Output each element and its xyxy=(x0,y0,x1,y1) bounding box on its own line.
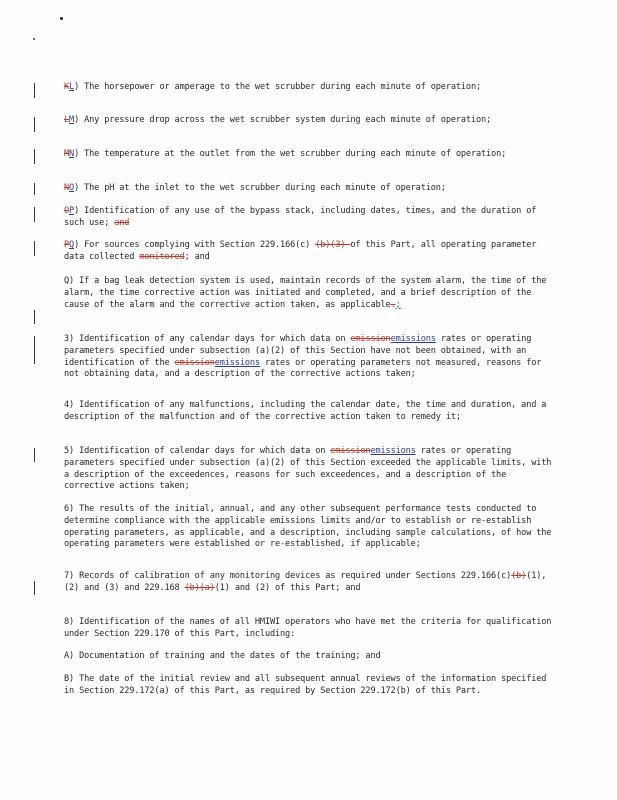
paragraph-text: ) For sources complying with Section 229.166(c) xyxy=(74,240,316,250)
paragraph-text: rates or operating parameters specified under subsection (a)(2) of this Section have not been obtained, with an identification of the xyxy=(64,334,532,368)
inserted-text: emissions xyxy=(214,357,260,368)
deleted-text: L xyxy=(64,115,70,125)
paragraph-text: B) The date of the initial review and all subsequent annual reviews of the information specified in Section 229.172(a) of this Part, as required by Section 229.172(b) of this Part. xyxy=(64,674,547,696)
deleted-text: (b)(a) xyxy=(184,582,215,593)
deleted-text: and xyxy=(114,217,130,228)
deleted-text: monitored xyxy=(139,251,185,262)
inserted-text: emissions xyxy=(390,334,436,344)
paragraph-text: A) Documentation of training and the dates of the training; and xyxy=(64,651,381,661)
inserted-text: O xyxy=(69,183,75,193)
deleted-text: emission xyxy=(350,334,391,344)
paragraph-text: 3) Identification of any calendar days for which data on xyxy=(64,334,351,344)
deleted-text: N xyxy=(64,183,70,193)
inserted-text: L xyxy=(69,82,75,92)
deleted-text: M xyxy=(64,149,70,159)
deleted-text: P xyxy=(64,240,70,250)
paragraph-text: ) The pH at the inlet to the wet scrubber during each minute of operation; xyxy=(74,183,446,193)
paragraph xyxy=(64,651,554,663)
paragraph-text: rates or operating parameters specified under subsection (a)(2) of this Section exceeded the applicable limits, with a description of the exceedences, reasons for such exceedences, and a description of the corrective actions taken; xyxy=(64,446,552,492)
revision-bar xyxy=(34,241,35,256)
paragraph xyxy=(64,504,554,551)
paragraph-text: ; and xyxy=(184,251,210,262)
deleted-text: (b)(3) xyxy=(315,240,351,250)
revision-bar xyxy=(34,117,35,132)
paragraph-text: ) The temperature at the outlet from the wet scrubber during each minute of operation; xyxy=(74,149,507,159)
inserted-text: emissions xyxy=(370,446,416,456)
paragraph xyxy=(64,276,554,311)
paragraph-text: 4) Identification of any malfunctions, including the calendar date, the time and duration, and a description of the malfunction and of the corrective action taken to remedy it; xyxy=(64,400,547,422)
paragraph xyxy=(64,149,554,161)
deleted-text: emission xyxy=(174,357,215,368)
paragraph-text: ) The horsepower or amperage to the wet scrubber during each minute of operation; xyxy=(74,82,481,92)
paragraph-text: 8) Identification of the names of all HMIWI operators who have met the criteria for qualification under Section 229.170 of this Part, including: xyxy=(64,617,552,639)
inserted-text: M xyxy=(69,115,75,125)
deleted-text: O xyxy=(64,206,70,216)
deleted-text: (b) xyxy=(511,571,527,581)
inserted-text: P xyxy=(69,206,75,216)
paragraph xyxy=(64,446,554,493)
paragraph xyxy=(64,400,554,424)
inserted-text: N xyxy=(69,149,75,159)
paragraph-text: rates or operating parameters not measured, reasons for not obtaining data, and a description of the corrective actions taken; xyxy=(64,357,542,380)
inserted-text: ; xyxy=(395,299,401,310)
revision-bar xyxy=(34,149,35,164)
paragraph xyxy=(64,571,554,595)
paragraph-text: of this Part, all operating parameter data collected xyxy=(64,240,537,262)
paragraph-text: (1) and (2) of this Part; and xyxy=(214,582,361,593)
revision-bar xyxy=(34,336,35,364)
revision-bar xyxy=(34,448,35,462)
revision-bar xyxy=(34,83,35,98)
revision-bar xyxy=(34,310,35,324)
revision-bar xyxy=(34,183,35,195)
paragraph xyxy=(64,617,554,641)
deleted-text: K xyxy=(64,82,70,92)
paragraph xyxy=(64,240,554,264)
inserted-text: Q xyxy=(69,240,75,250)
revision-bar xyxy=(34,207,35,222)
deleted-text: . xyxy=(390,299,396,310)
paragraph xyxy=(64,82,554,94)
scan-speck xyxy=(60,17,63,20)
paragraph xyxy=(64,115,554,127)
paragraph xyxy=(64,674,554,698)
paragraph-text: 6) The results of the initial, annual, and any other subsequent performance tests conducted to determine compliance with the applicable emissions limits and/or to establish or re-establish operating parameters, as applicable, and a description, including sample calculations, of how the operating parameters were established or re-established, if applicable; xyxy=(64,504,552,550)
paragraph-text: ) Identification of any use of the bypass stack, including dates, times, and the duration of such use; xyxy=(64,206,537,228)
deleted-text: emission xyxy=(330,446,371,456)
paragraph-text: 5) Identification of calendar days for which data on xyxy=(64,446,331,456)
revision-bar xyxy=(34,581,35,595)
paragraph xyxy=(64,183,554,195)
paragraph xyxy=(64,206,554,230)
paragraph-text: 7) Records of calibration of any monitoring devices as required under Sections 229.166(c) xyxy=(64,571,512,581)
paragraph-text: Q) If a bag leak detection system is used, maintain records of the system alarm, the time of the alarm, the time corrective action was initiated and completed, and a brief description of the cause of the alarm and the corrective action taken, as applicable xyxy=(64,276,547,310)
paragraph-text: ) Any pressure drop across the wet scrubber system during each minute of operation; xyxy=(74,115,492,125)
paragraph-text: (1), (2) and (3) and 229.168 xyxy=(64,571,547,593)
paragraph xyxy=(64,334,554,381)
scan-speck xyxy=(33,38,35,40)
